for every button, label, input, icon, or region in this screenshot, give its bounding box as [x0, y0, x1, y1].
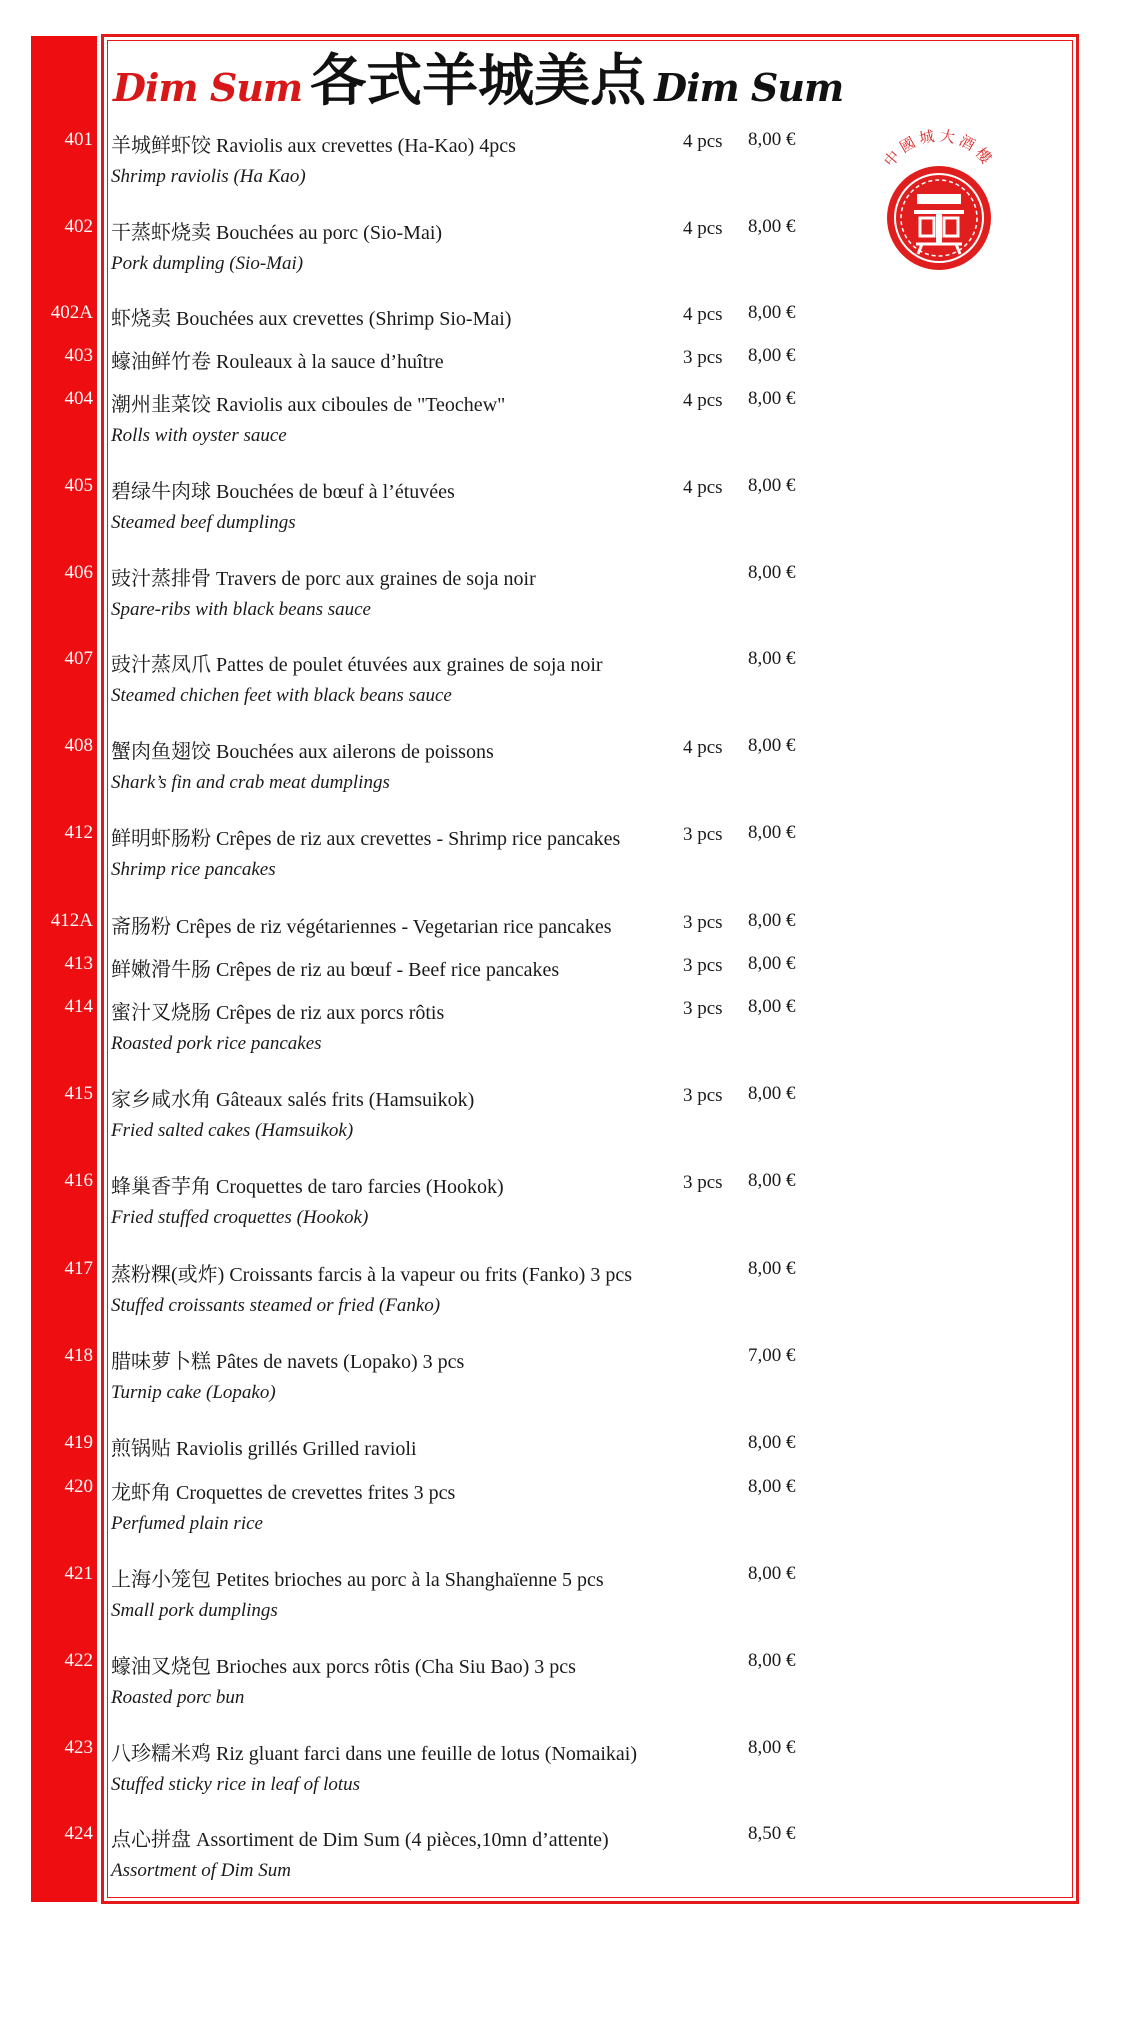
item-english-name: Steamed chichen feet with black beans sauce: [111, 685, 452, 706]
item-name: 点心拼盘 Assortiment de Dim Sum (4 pièces,10mn d’attente): [111, 1829, 609, 1851]
item-price: 8,00 €: [748, 910, 796, 931]
item-number: 424: [64, 1823, 93, 1844]
item-number: 404: [64, 388, 93, 409]
item-number: 407: [64, 648, 93, 669]
item-english-name: Small pork dumplings: [111, 1600, 278, 1621]
item-price: 8,00 €: [748, 735, 796, 756]
item-price: 8,00 €: [748, 1476, 796, 1497]
item-name: 蜂巢香芋角 Croquettes de taro farcies (Hookok): [111, 1176, 504, 1198]
item-quantity: 3 pcs: [683, 347, 723, 368]
item-price: 8,00 €: [748, 129, 796, 150]
seal-text: 中國城大酒樓: [880, 126, 998, 171]
svg-text:中國城大酒樓: [880, 126, 997, 170]
item-number: 408: [64, 735, 93, 756]
item-price: 8,00 €: [748, 1170, 796, 1191]
item-name: 豉汁蒸排骨 Travers de porc aux graines de soja noir: [111, 568, 536, 590]
title-right-script: Dim Sum: [654, 65, 844, 110]
item-name: 蠔油叉烧包 Brioches aux porcs rôtis (Cha Siu Bao) 3 pcs: [111, 1656, 576, 1678]
item-price: 7,00 €: [748, 1345, 796, 1366]
item-english-name: Roasted pork rice pancakes: [111, 1033, 322, 1054]
item-name: 蟹肉鱼翅饺 Bouchées aux ailerons de poissons: [111, 741, 494, 763]
item-name: 干蒸虾烧卖 Bouchées au porc (Sio-Mai): [111, 222, 443, 244]
item-name: 八珍糯米鸡 Riz gluant farci dans une feuille de lotus (Nomaikai): [111, 1743, 637, 1765]
item-price: 8,00 €: [748, 475, 796, 496]
item-name: 碧绿牛肉球 Bouchées de bœuf à l’étuvées: [111, 481, 455, 503]
item-quantity: 3 pcs: [683, 1172, 723, 1193]
item-number: 412A: [50, 910, 93, 931]
item-name: 龙虾角 Croquettes de crevettes frites 3 pcs: [111, 1482, 456, 1504]
item-name: 蒸粉粿(或炸) Croissants farcis à la vapeur ou frits (Fanko) 3 pcs: [111, 1264, 632, 1286]
item-name: 斋肠粉 Crêpes de riz végétariennes - Vegetarian rice pancakes: [111, 916, 612, 938]
item-english-name: Stuffed croissants steamed or fried (Fanko): [111, 1295, 441, 1316]
item-english-name: Fried stuffed croquettes (Hookok): [111, 1207, 369, 1228]
item-price: 8,00 €: [748, 345, 796, 366]
item-number: 406: [64, 562, 93, 583]
item-name: 鲜嫩滑牛肠 Crêpes de riz au bœuf - Beef rice pancakes: [111, 959, 560, 981]
item-name: 羊城鲜虾饺 Raviolis aux crevettes (Ha-Kao) 4pcs: [111, 135, 516, 157]
item-price: 8,00 €: [748, 388, 796, 409]
item-price: 8,00 €: [748, 648, 796, 669]
title-left-script: Dim Sum: [113, 65, 303, 110]
item-number: 423: [64, 1737, 93, 1758]
item-price: 8,00 €: [748, 1737, 796, 1758]
item-number: 403: [64, 345, 93, 366]
item-quantity: 3 pcs: [683, 955, 723, 976]
item-quantity: 4 pcs: [683, 218, 723, 239]
item-english-name: Turnip cake (Lopako): [111, 1382, 276, 1403]
item-number: 401: [64, 129, 93, 150]
item-name: 家乡咸水角 Gâteaux salés frits (Hamsuikok): [111, 1089, 475, 1111]
item-english-name: Shrimp rice pancakes: [111, 859, 276, 880]
item-name: 上海小笼包 Petites brioches au porc à la Shanghaïenne 5 pcs: [111, 1569, 604, 1591]
item-number: 405: [64, 475, 93, 496]
item-price: 8,00 €: [748, 302, 796, 323]
item-name: 虾烧卖 Bouchées aux crevettes (Shrimp Sio-Mai): [111, 308, 512, 330]
item-price: 8,00 €: [748, 822, 796, 843]
menu-title: [113, 38, 844, 114]
item-english-name: Assortment of Dim Sum: [111, 1860, 291, 1881]
item-quantity: 3 pcs: [683, 912, 723, 933]
item-english-name: Stuffed sticky rice in leaf of lotus: [111, 1774, 361, 1795]
item-quantity: 4 pcs: [683, 737, 723, 758]
item-name: 蠔油鲜竹卷 Rouleaux à la sauce d’huître: [111, 351, 444, 373]
item-english-name: Fried salted cakes (Hamsuikok): [111, 1120, 354, 1141]
item-price: 8,00 €: [748, 1432, 796, 1453]
item-price: 8,00 €: [748, 996, 796, 1017]
item-english-name: Spare-ribs with black beans sauce: [111, 599, 371, 620]
item-number: 418: [64, 1345, 93, 1366]
item-number: 415: [64, 1083, 93, 1104]
item-number: 414: [64, 996, 93, 1017]
item-quantity: 3 pcs: [683, 1085, 723, 1106]
item-number: 421: [64, 1563, 93, 1584]
item-number: 402: [64, 216, 93, 237]
item-quantity: 4 pcs: [683, 131, 723, 152]
item-english-name: Shrimp raviolis (Ha Kao): [111, 166, 306, 187]
item-quantity: 4 pcs: [683, 477, 723, 498]
item-price: 8,00 €: [748, 1258, 796, 1279]
item-name: 腊味萝卜糕 Pâtes de navets (Lopako) 3 pcs: [111, 1351, 465, 1373]
item-price: 8,00 €: [748, 1083, 796, 1104]
item-number: 422: [64, 1650, 93, 1671]
item-quantity: 3 pcs: [683, 824, 723, 845]
item-number: 413: [64, 953, 93, 974]
item-number: 402A: [50, 302, 93, 323]
item-english-name: Pork dumpling (Sio-Mai): [111, 253, 304, 274]
item-number: 420: [64, 1476, 93, 1497]
restaurant-seal-icon: [862, 126, 1016, 276]
item-english-name: Perfumed plain rice: [111, 1513, 263, 1534]
item-name: 蜜汁叉烧肠 Crêpes de riz aux porcs rôtis: [111, 1002, 445, 1024]
item-price: 8,50 €: [748, 1823, 796, 1844]
item-price: 8,00 €: [748, 1563, 796, 1584]
item-number: 419: [64, 1432, 93, 1453]
item-name: 鲜明虾肠粉 Crêpes de riz aux crevettes - Shrimp rice pancakes: [111, 828, 621, 850]
item-name: 潮州韭菜饺 Raviolis aux ciboules de "Teochew": [111, 394, 506, 416]
item-price: 8,00 €: [748, 562, 796, 583]
item-name: 豉汁蒸凤爪 Pattes de poulet étuvées aux graines de soja noir: [111, 654, 603, 676]
item-price: 8,00 €: [748, 1650, 796, 1671]
item-price: 8,00 €: [748, 953, 796, 974]
item-quantity: 4 pcs: [683, 304, 723, 325]
item-quantity: 3 pcs: [683, 998, 723, 1019]
item-english-name: Rolls with oyster sauce: [111, 425, 287, 446]
item-name: 煎锅贴 Raviolis grillés Grilled ravioli: [111, 1438, 417, 1460]
item-english-name: Shark’s fin and crab meat dumplings: [111, 772, 390, 793]
item-english-name: Steamed beef dumplings: [111, 512, 296, 533]
item-english-name: Roasted porc bun: [111, 1687, 245, 1708]
title-chinese: 各式羊城美点: [310, 49, 647, 114]
item-number: 416: [64, 1170, 93, 1191]
item-price: 8,00 €: [748, 216, 796, 237]
item-number: 417: [64, 1258, 93, 1279]
item-number: 412: [64, 822, 93, 843]
item-quantity: 4 pcs: [683, 390, 723, 411]
